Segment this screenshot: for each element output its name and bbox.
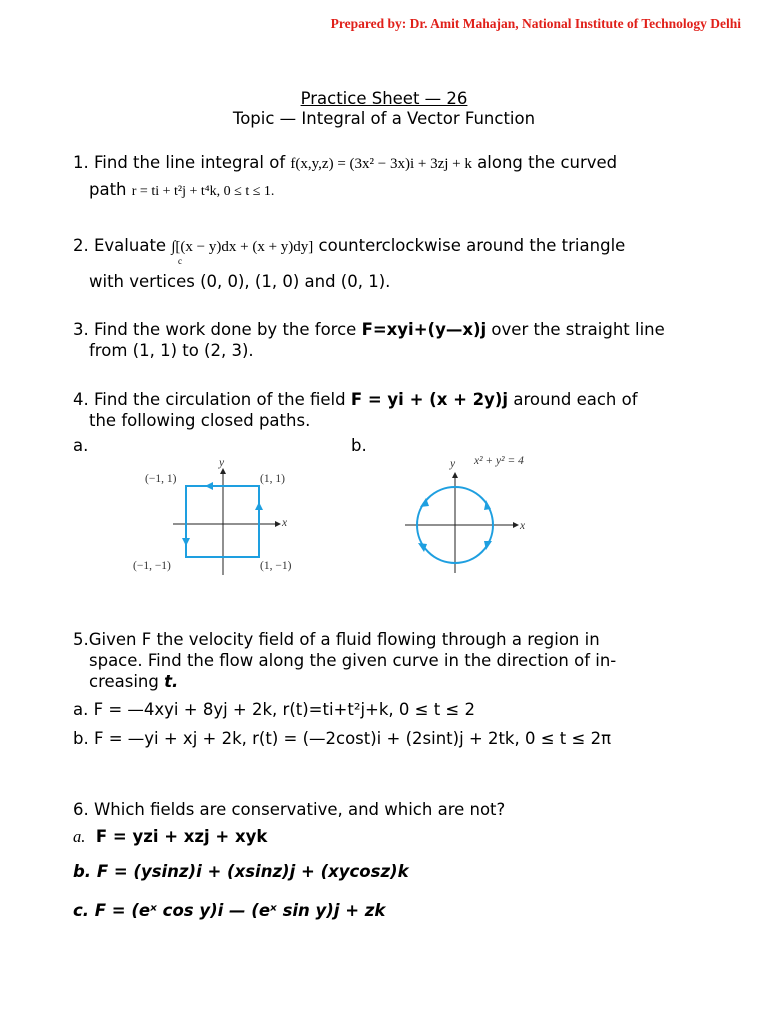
fig-a-x-label: x (282, 517, 288, 529)
question-6-part-a: a. F = yzi + xzj + xyk (73, 827, 268, 846)
fig-a-bottom-right-label: (1, −1) (260, 560, 292, 572)
question-6-part-b: b. F = (ysinz)i + (xsinz)j + (xycosz)k (73, 862, 409, 881)
question-4-line-2: the following closed paths. (89, 411, 311, 430)
fig-a-bottom-left-label: (−1, −1) (133, 560, 171, 572)
topic-title: Topic — Integral of a Vector Function (232, 109, 536, 128)
figure-b-circle-path (400, 448, 560, 578)
question-6-part-c: c. F = (eˣ cos y)i — (eˣ sin y)j + zk (73, 901, 386, 920)
fig-a-y-label: y (219, 457, 225, 469)
question-3-line-2: from (1, 1) to (2, 3). (89, 341, 254, 360)
question-5-line-3: creasing t. (89, 672, 179, 691)
question-5-line-1: 5.Given F the velocity field of a fluid flowing through a region in (73, 630, 600, 649)
fig-a-arrow-right (255, 502, 263, 510)
sheet-title: Practice Sheet — 26 (300, 89, 468, 108)
q4-label-a: a. (73, 436, 89, 455)
fig-b-equation: x² + y² = 4 (474, 455, 524, 467)
question-3-line-1: 3. Find the work done by the force F=xyi+(y—x)j over the straight line (73, 320, 665, 339)
q4-label-b: b. (351, 436, 367, 455)
question-5-part-b: b. F = —yi + xj + 2k, r(t) = (—2cost)i + (2sint)j + 2tk, 0 ≤ t ≤ 2π (73, 729, 612, 748)
question-2-line-1: 2. Evaluate ∫[(x − y)dx + (x + y)dy] counterclockwise around the triangle (73, 236, 626, 255)
q2-integral-subscript: c (178, 256, 182, 266)
fig-b-x-label: x (520, 520, 526, 532)
question-5-line-2: space. Find the flow along the given curve in the direction of in- (89, 651, 617, 670)
q2-integral-expression: ∫[(x − y)dx + (x + y)dy] (171, 239, 314, 255)
figure-a-square-path (130, 455, 300, 580)
prepared-by-header: Prepared by: Dr. Amit Mahajan, National Institute of Technology Delhi (330, 16, 741, 31)
question-2-line-2: with vertices (0, 0), (1, 0) and (0, 1). (89, 272, 391, 291)
question-1-line-2: path r = ti + t²j + t⁴k, 0 ≤ t ≤ 1. (89, 180, 275, 199)
fig-a-arrow-top (205, 482, 213, 490)
fig-a-top-left-label: (−1, 1) (145, 473, 177, 485)
question-5-part-a: a. F = —4xyi + 8yj + 2k, r(t)=ti+t²j+k, 0 ≤ t ≤ 2 (73, 700, 476, 719)
question-6-line-1: 6. Which fields are conservative, and which are not? (73, 800, 506, 819)
fig-a-arrow-left (182, 538, 190, 546)
question-1-line-1: 1. Find the line integral of f(x,y,z) = (3x² − 3x)i + 3zj + k along the curved (73, 153, 618, 172)
fig-a-top-right-label: (1, 1) (260, 473, 285, 485)
question-4-line-1: 4. Find the circulation of the field F = yi + (x + 2y)j around each of (73, 390, 638, 409)
q1-path-expression: r = ti + t²j + t⁴k, 0 ≤ t ≤ 1. (131, 184, 275, 199)
q1-field-expression: f(x,y,z) = (3x² − 3x)i + 3zj + k (290, 156, 472, 172)
fig-b-y-label: y (450, 458, 456, 470)
